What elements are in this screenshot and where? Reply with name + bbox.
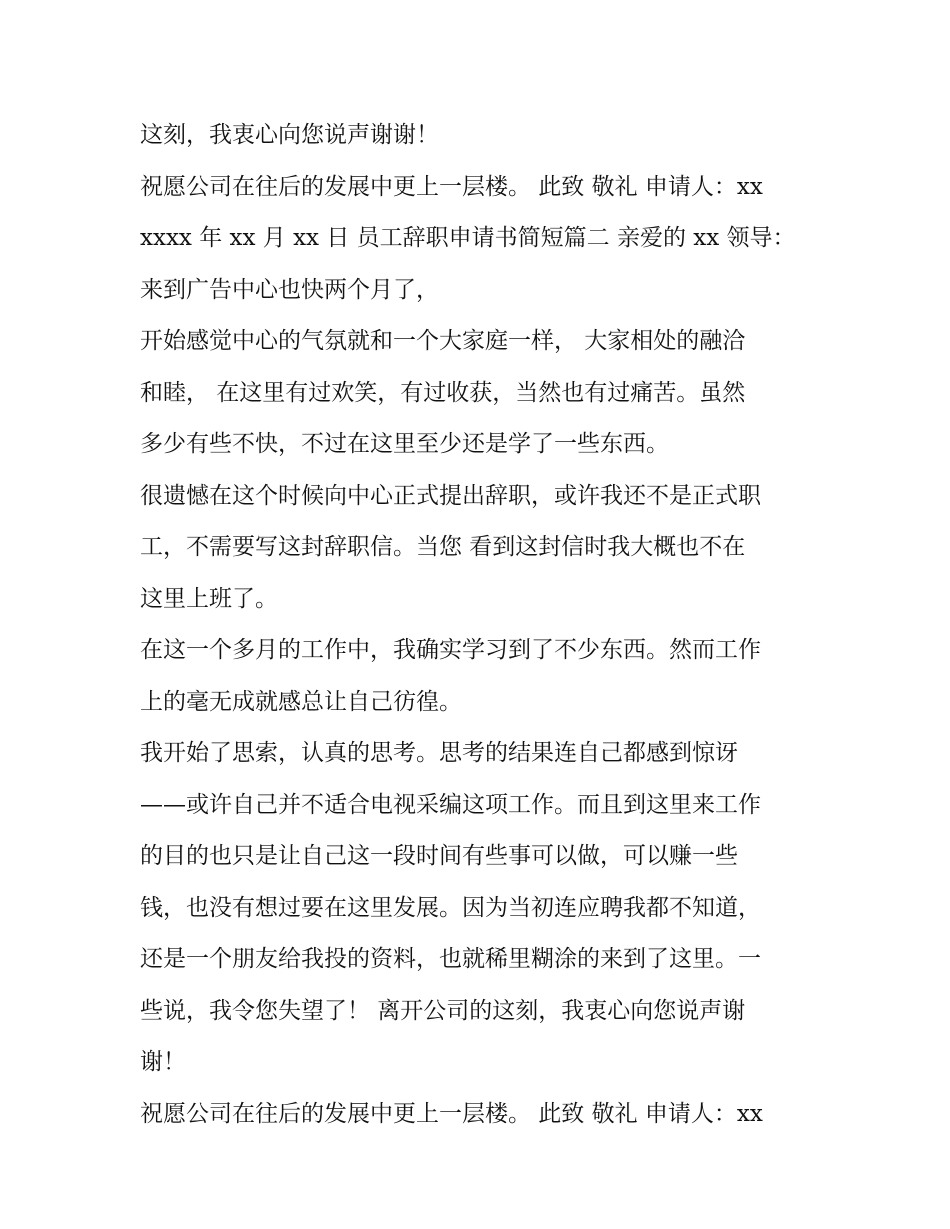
text-line: 这里上班了。 [140,585,278,612]
text-line: 谢！ [140,1049,186,1075]
letter-body [140,110,820,1140]
text-line: 在这一个多月的工作中，我确实学习到了不少东西。然而工作 [140,637,761,663]
text-line: 开始感觉中心的气氛就和一个大家庭一样， 大家相处的融洽 [140,328,746,354]
text-line: 工，不需要写这封辞职信。当您 看到这封信时我大概也不在 [140,534,746,560]
text-line: 很遗憾在这个时候向中心正式提出辞职，或许我还不是正式职 [140,482,761,509]
text-line: 上的毫无成就感总让自己彷徨。 [140,688,462,715]
text-line: 祝愿公司在往后的发展中更上一层楼。 此致 敬礼 申请人：xx [140,173,763,200]
text-line: ——或许自己并不适合电视采编这项工作。而且到这里来工作 [140,791,761,818]
text-line: 我开始了思索，认真的思考。思考的结果连自己都感到惊讶 [140,740,738,766]
text-line: 多少有些不快，不过在这里至少还是学了一些东西。 [140,431,669,457]
text-line: 和睦， 在这里有过欢笑，有过收获，当然也有过痛苦。虽然 [140,379,746,406]
text-line: xxxx 年 xx 月 xx 日 员工辞职申请书简短篇二 亲爱的 xx 领导： [140,225,796,251]
text-line: 的目的也只是让自己这一段时间有些事可以做，可以赚一些 [140,843,738,869]
text-line: 还是一个朋友给我投的资料，也就稀里糊涂的来到了这里。一 [140,946,761,972]
text-line: 些说，我令您失望了！ 离开公司的这刻，我衷心向您说声谢 [140,997,746,1024]
text-line: 钱，也没有想过要在这里发展。因为当初连应聘我都不知道， [140,894,761,921]
text-line: 祝愿公司在往后的发展中更上一层楼。 此致 敬礼 申请人：xx [140,1100,763,1127]
text-line: 这刻，我衷心向您说声谢谢！ [140,122,439,148]
text-line: 来到广告中心也快两个月了， [140,276,439,303]
